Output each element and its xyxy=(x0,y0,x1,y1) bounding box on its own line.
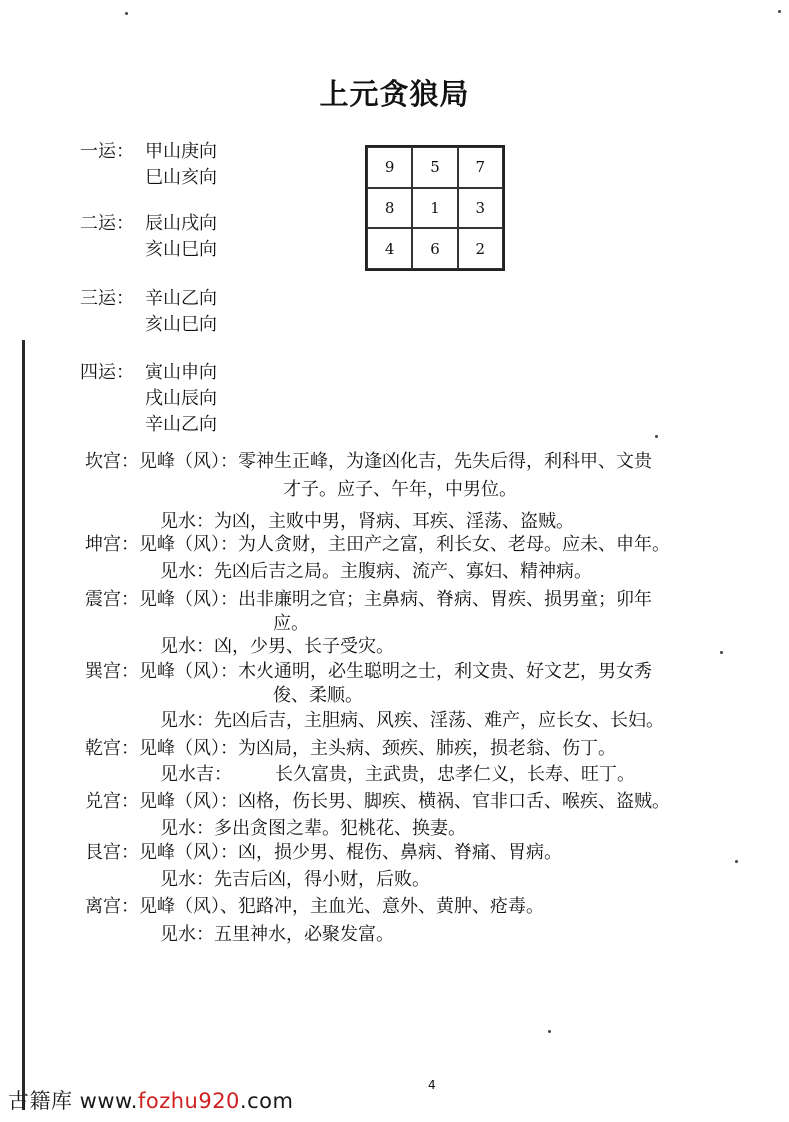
grid-cell: 1 xyxy=(412,188,457,229)
yun-4-label: 四运： xyxy=(80,362,134,383)
zhen-feng-line-2: 应。 xyxy=(273,613,309,634)
yun-2-line-a: 辰山戌向 xyxy=(145,213,217,234)
scan-speck xyxy=(778,10,781,13)
grid-cell: 8 xyxy=(367,188,412,229)
scan-speck xyxy=(720,651,723,654)
xun-feng-line-2: 俊、柔顺。 xyxy=(273,685,363,706)
grid-cell: 9 xyxy=(367,147,412,188)
xun-shui-line: 见水：先凶后吉，主胆病、风疾、淫荡、难产，应长女、长妇。 xyxy=(160,710,664,731)
gen-shui-line: 见水：先吉后凶，得小财，后败。 xyxy=(160,869,430,890)
yun-4-line-c: 辛山乙向 xyxy=(145,414,217,435)
yun-4-line-a: 寅山申向 xyxy=(145,362,217,383)
grid-cell: 4 xyxy=(367,228,412,269)
grid-cell: 6 xyxy=(412,228,457,269)
watermark-prefix: 古籍库 www. xyxy=(8,1089,138,1113)
yun-3-line-b: 亥山巳向 xyxy=(145,314,217,335)
yun-2-label: 二运： xyxy=(80,213,134,234)
grid-cell: 5 xyxy=(412,147,457,188)
yun-2-line-b: 亥山巳向 xyxy=(145,239,217,260)
grid-cell: 7 xyxy=(458,147,503,188)
li-feng-line-1: 离宫：见峰（风）、犯路冲，主血光、意外、黄肿、疮毒。 xyxy=(85,896,544,917)
page-title: 上元贪狼局 xyxy=(319,77,470,111)
yun-3-line-a: 辛山乙向 xyxy=(145,288,217,309)
page-number: 4 xyxy=(428,1078,436,1092)
yun-1-line-b: 巳山亥向 xyxy=(145,167,217,188)
kan-feng-line-1: 坎宫：见峰（风）：零神生正峰，为逢凶化吉，先失后得，利科甲、文贵 xyxy=(85,451,652,472)
kun-shui-line: 见水：先凶后吉之局。主腹病、流产、寡妇、精神病。 xyxy=(160,561,592,582)
kan-shui-line: 见水：为凶，主败中男，肾病、耳疾、淫荡、盗贼。 xyxy=(160,511,574,532)
watermark xyxy=(8,1085,293,1115)
scan-speck xyxy=(125,12,128,15)
xun-feng-line-1: 巽宫：见峰（风）：木火通明，必生聪明之士，利文贵、好文艺，男女秀 xyxy=(85,661,652,682)
scan-speck xyxy=(655,435,658,438)
qian-shui-line: 长久富贵，主武贵，忠孝仁义，长寿、旺丁。 xyxy=(275,764,635,785)
kun-feng-line-1: 坤宫：见峰（风）：为人贪财，主田产之富，利长女、老母。应未、申年。 xyxy=(85,534,670,555)
watermark-brand: fozhu920 xyxy=(137,1089,240,1113)
zhen-shui-line: 见水：凶，少男、长子受灾。 xyxy=(160,636,394,657)
yun-1-line-a: 甲山庚向 xyxy=(145,141,217,162)
qian-shui-label: 见水吉： xyxy=(160,764,232,785)
li-shui-line: 见水：五里神水，必聚发富。 xyxy=(160,924,394,945)
yun-1-label: 一运： xyxy=(80,141,134,162)
grid-cell: 3 xyxy=(458,188,503,229)
qian-feng-line-1: 乾宫：见峰（风）：为凶局，主头病、颈疾、肺疾，损老翁、伤丁。 xyxy=(85,738,616,759)
yun-3-label: 三运： xyxy=(80,288,134,309)
dui-feng-line-1: 兑宫：见峰（风）：凶格，伤长男、脚疾、横祸、官非口舌、喉疾、盗贼。 xyxy=(85,791,670,812)
gen-feng-line-1: 艮宫：见峰（风）：凶，损少男、棍伤、鼻病、脊痛、胃病。 xyxy=(85,842,562,863)
zhen-feng-line-1: 震宫：见峰（风）：出非廉明之官；主鼻病、脊病、胃疾、损男童；卯年 xyxy=(85,589,652,610)
watermark-suffix: .com xyxy=(239,1089,294,1113)
scan-speck xyxy=(548,1030,551,1033)
scan-speck xyxy=(735,860,738,863)
grid-cell: 2 xyxy=(458,228,503,269)
scan-left-edge xyxy=(22,340,25,1110)
nine-palace-grid xyxy=(365,145,505,271)
dui-shui-line: 见水：多出贪图之辈。犯桃花、换妻。 xyxy=(160,818,466,839)
kan-feng-line-2: 才子。应子、午年，中男位。 xyxy=(283,479,517,500)
yun-4-line-b: 戌山辰向 xyxy=(145,388,217,409)
